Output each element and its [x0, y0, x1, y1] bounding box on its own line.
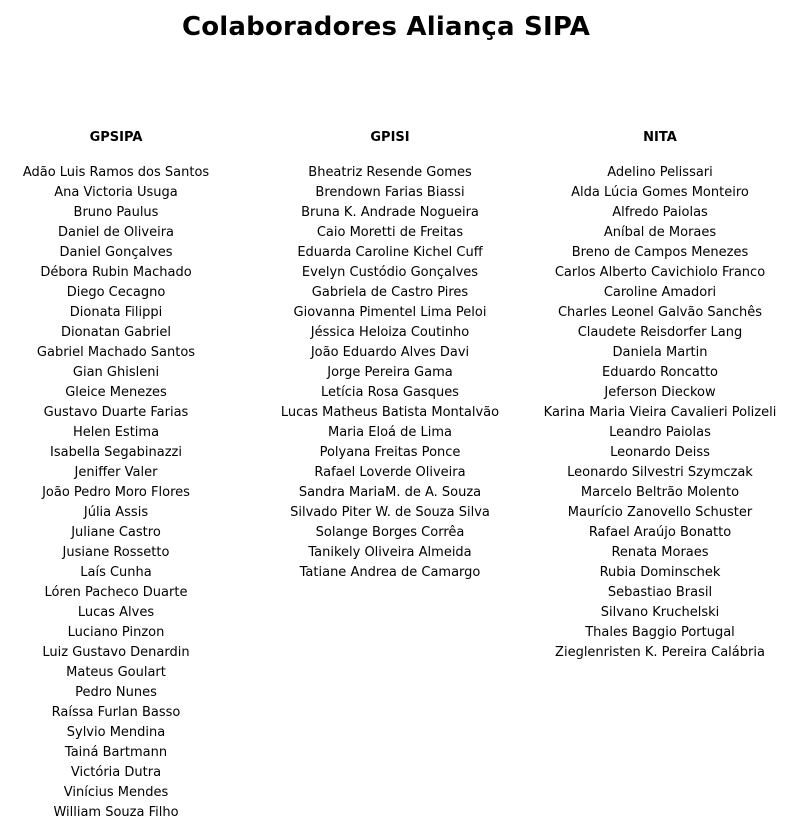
name-item: Victória Dutra: [70, 765, 162, 780]
name-item: Daniel Gonçalves: [59, 245, 173, 260]
name-item: Giovanna Pimentel Lima Peloi: [293, 305, 487, 320]
name-item: Débora Rubin Machado: [40, 265, 192, 280]
name-item: Gleice Menezes: [65, 385, 167, 400]
name-item: Aníbal de Moraes: [603, 225, 717, 240]
name-list-nita: [532, 163, 788, 663]
name-item: Rafael Araújo Bonatto: [588, 525, 732, 540]
name-item: Tainá Bartmann: [64, 745, 168, 760]
name-item: Raíssa Furlan Basso: [51, 705, 181, 720]
name-item: Gian Ghisleni: [72, 365, 160, 380]
name-item: Sylvio Mendina: [66, 725, 166, 740]
name-item: Jusiane Rossetto: [62, 545, 170, 560]
name-item: Solange Borges Corrêa: [315, 525, 465, 540]
name-item: João Eduardo Alves Davi: [310, 345, 470, 360]
name-item: Adão Luis Ramos dos Santos: [22, 165, 210, 180]
name-item: Sebastiao Brasil: [607, 585, 713, 600]
name-list-gpisi: [262, 163, 518, 583]
column-heading-gpsipa: GPSIPA: [89, 130, 143, 145]
name-item: Leonardo Silvestri Szymczak: [567, 465, 753, 480]
name-item: Lucas Matheus Batista Montalvão: [280, 405, 500, 420]
name-item: Daniela Martin: [612, 345, 708, 360]
name-item: Jéssica Heloiza Coutinho: [310, 325, 470, 340]
name-item: Tatiane Andrea de Camargo: [299, 565, 481, 580]
name-item: Jorge Pereira Gama: [327, 365, 453, 380]
name-item: Caroline Amadori: [603, 285, 717, 300]
column-gpsipa: [0, 128, 232, 823]
column-heading-gpisi: GPISI: [370, 130, 410, 145]
name-item: Karina Maria Vieira Cavalieri Polizeli: [543, 405, 777, 420]
name-item: Jeferson Dieckow: [604, 385, 716, 400]
name-item: Marcelo Beltrão Molento: [580, 485, 740, 500]
name-item: Jeniffer Valer: [74, 465, 158, 480]
name-item: Tanikely Oliveira Almeida: [308, 545, 472, 560]
name-item: Leandro Paiolas: [609, 425, 711, 440]
name-item: Júlia Assis: [83, 505, 149, 520]
name-item: Brendown Farias Biassi: [315, 185, 465, 200]
name-item: Alfredo Paiolas: [612, 205, 708, 220]
name-item: Vinícius Mendes: [63, 785, 169, 800]
name-item: Bruno Paulus: [73, 205, 159, 220]
name-item: Evelyn Custódio Gonçalves: [301, 265, 479, 280]
name-item: Luciano Pinzon: [67, 625, 165, 640]
name-item: Laís Cunha: [80, 565, 152, 580]
column-gpisi: [262, 128, 518, 583]
name-item: Luiz Gustavo Denardin: [42, 645, 190, 660]
name-item: Leonardo Deiss: [610, 445, 710, 460]
name-item: Silvado Piter W. de Souza Silva: [290, 505, 490, 520]
name-item: Sandra MariaM. de A. Souza: [298, 485, 482, 500]
name-item: Polyana Freitas Ponce: [319, 445, 461, 460]
name-item: William Souza Filho: [53, 805, 179, 820]
name-item: Dionata Filippi: [69, 305, 163, 320]
name-item: Lucas Alves: [77, 605, 155, 620]
name-item: Letícia Rosa Gasques: [321, 385, 459, 400]
name-item: Carlos Alberto Cavichiolo Franco: [554, 265, 766, 280]
name-item: Silvano Kruchelski: [600, 605, 720, 620]
name-item: Mateus Goulart: [66, 665, 166, 680]
name-item: Isabella Segabinazzi: [50, 445, 182, 460]
name-item: Adelino Pelissari: [607, 165, 713, 180]
name-item: Juliane Castro: [71, 525, 161, 540]
name-item: Charles Leonel Galvão Sanchês: [557, 305, 763, 320]
column-nita: [532, 128, 788, 663]
page-title: Colaboradores Aliança SIPA: [181, 12, 591, 42]
name-item: Thales Baggio Portugal: [585, 625, 735, 640]
name-item: Lóren Pacheco Duarte: [44, 585, 188, 600]
name-item: Bheatriz Resende Gomes: [308, 165, 472, 180]
name-list-gpsipa: [0, 163, 232, 823]
name-item: Bruna K. Andrade Nogueira: [301, 205, 479, 220]
name-item: Ana Victoria Usuga: [54, 185, 178, 200]
name-item: Caio Moretti de Freitas: [316, 225, 464, 240]
name-item: Diego Cecagno: [66, 285, 166, 300]
column-heading-nita: NITA: [643, 130, 677, 145]
name-item: Renata Moraes: [611, 545, 709, 560]
name-item: Pedro Nunes: [75, 685, 157, 700]
name-item: Gustavo Duarte Farias: [43, 405, 189, 420]
name-item: Gabriela de Castro Pires: [311, 285, 469, 300]
name-item: Dionatan Gabriel: [60, 325, 172, 340]
name-item: Claudete Reisdorfer Lang: [577, 325, 743, 340]
name-item: Maria Eloá de Lima: [328, 425, 452, 440]
name-item: Eduarda Caroline Kichel Cuff: [297, 245, 483, 260]
name-item: Maurício Zanovello Schuster: [567, 505, 753, 520]
name-item: João Pedro Moro Flores: [42, 485, 190, 500]
name-item: Helen Estima: [72, 425, 160, 440]
name-item: Alda Lúcia Gomes Monteiro: [571, 185, 749, 200]
name-item: Daniel de Oliveira: [57, 225, 175, 240]
name-item: Eduardo Roncatto: [601, 365, 719, 380]
name-item: Gabriel Machado Santos: [36, 345, 196, 360]
name-item: Rubia Dominschek: [599, 565, 721, 580]
name-item: Zieglenristen K. Pereira Calábria: [555, 645, 765, 660]
name-item: Breno de Campos Menezes: [571, 245, 749, 260]
name-item: Rafael Loverde Oliveira: [314, 465, 466, 480]
